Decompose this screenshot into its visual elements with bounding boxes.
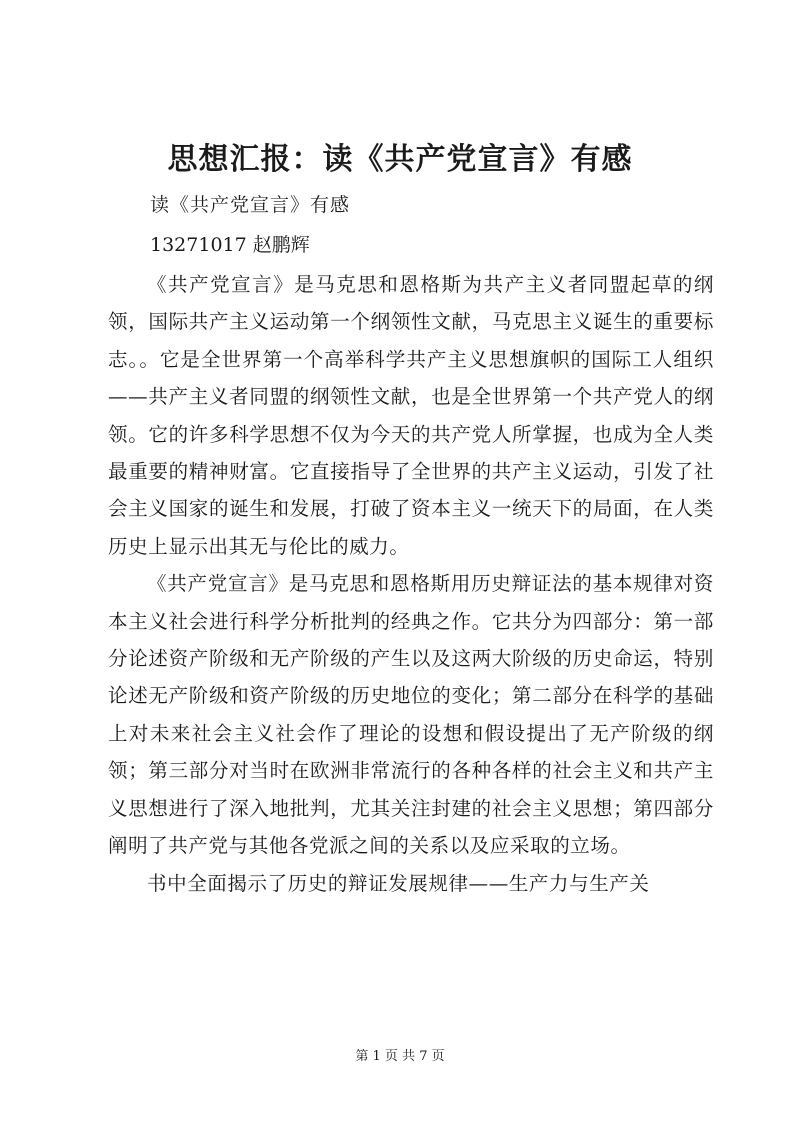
- body-text: [108, 266, 714, 902]
- page-footer: 第 1 页 共 7 页: [355, 1049, 445, 1064]
- document-title: 思想汇报：读《共产党宣言》有感: [167, 142, 633, 177]
- paragraph-2: 《共产党宣言》是马克思和恩格斯用历史辩证法的基本规律对资本主义社会进行科学分析批判的经典之作。它共分为四部分：第一部分论述资产阶级和无产阶级的产生以及这两大阶级的历史命运，特别论述无产阶级和资产阶级的历史地位的变化；第二部分在科学的基础上对未来社会主义社会作了理论的设想和假设提出了无产阶级的纲领；第三部分对当时在欧洲非常流行的各种各样的社会主义和共产主义思想进行了深入地批判，尤其关注封建的社会主义思想；第四部分阐明了共产党与其他各党派之间的关系以及应采取的立场。: [108, 572, 714, 858]
- paragraph-3: 书中全面揭示了历史的辩证发展规律——生产力与生产关: [147, 871, 650, 895]
- document-subtitle: 读《共产党宣言》有感: [150, 194, 351, 216]
- paragraph-1: 《共产党宣言》是马克思和恩格斯为共产主义者同盟起草的纲领，国际共产主义运动第一个纲领性文献，马克思主义诞生的重要标志。。它是全世界第一个高举科学共产主义思想旗帜的国际工人组织——共产主义者同盟的纲领性文献，也是全世界第一个共产党人的纲领。它的许多科学思想不仅为今天的共产党人所掌握，也成为全人类最重要的精神财富。它直接指导了全世界的共产主义运动，引发了社会主义国家的诞生和发展，打破了资本主义一统天下的局面，在人类历史上显示出其无与伦比的威力。: [108, 273, 714, 558]
- author-line: 13271017 赵鹏辉: [150, 234, 310, 256]
